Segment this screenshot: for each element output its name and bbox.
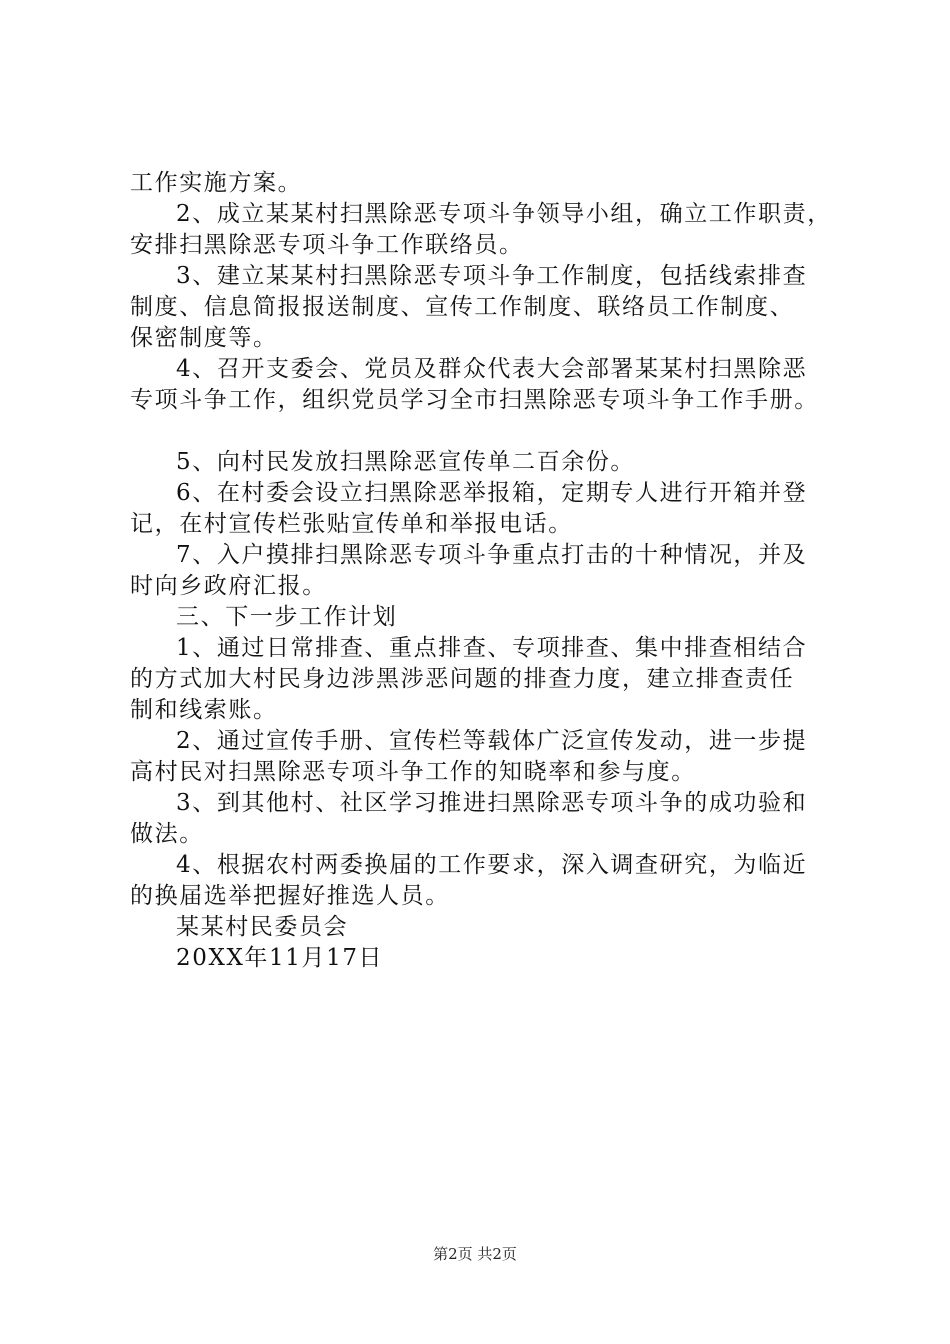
document-body: [130, 168, 840, 974]
text-line: 时向乡政府汇报。: [130, 573, 327, 599]
signature-date: 20XX年11月17日: [176, 945, 384, 971]
text-line: 保密制度等。: [130, 325, 278, 351]
text-line: 2、通过宣传手册、宣传栏等载体广泛宣传发动，进一步提: [176, 728, 808, 754]
page-footer: 第2页 共2页: [433, 1245, 517, 1263]
text-line: 3、建立某某村扫黑除恶专项斗争工作制度，包括线索排查: [176, 263, 808, 289]
text-line: 4、召开支委会、党员及群众代表大会部署某某村扫黑除恶: [176, 356, 808, 382]
text-line: 3、到其他村、社区学习推进扫黑除恶专项斗争的成功验和: [176, 790, 808, 816]
text-line: 专项斗争工作，组织党员学习全市扫黑除恶专项斗争工作手册。: [130, 387, 819, 413]
text-line: 记，在村宣传栏张贴宣传单和举报电话。: [130, 511, 573, 537]
text-line: 高村民对扫黑除恶专项斗争工作的知晓率和参与度。: [130, 759, 696, 785]
text-line: 的换届选举把握好推选人员。: [130, 883, 450, 909]
text-line: 的方式加大村民身边涉黑涉恶问题的排查力度，建立排查责任: [130, 666, 795, 692]
text-line: 7、入户摸排扫黑除恶专项斗争重点打击的十种情况，并及: [176, 542, 808, 568]
paragraph-gap: [130, 416, 840, 447]
text-line: 安排扫黑除恶专项斗争工作联络员。: [130, 232, 524, 258]
text-line: 1、通过日常排查、重点排查、专项排查、集中排查相结合: [176, 635, 808, 661]
text-line: 6、在村委会设立扫黑除恶举报箱，定期专人进行开箱并登: [176, 480, 808, 506]
text-line: 制度、信息简报报送制度、宣传工作制度、联络员工作制度、: [130, 294, 795, 320]
text-line: 5、向村民发放扫黑除恶宣传单二百余份。: [176, 449, 636, 475]
text-line: 4、根据农村两委换届的工作要求，深入调查研究，为临近: [176, 852, 808, 878]
text-line: 2、成立某某村扫黑除恶专项斗争领导小组，确立工作职责，: [176, 201, 832, 227]
text-line: 工作实施方案。: [130, 170, 303, 196]
text-line: 制和线索账。: [130, 697, 278, 723]
text-line: 做法。: [130, 821, 204, 847]
signature-organization: 某某村民委员会: [176, 914, 349, 940]
section-heading: 三、下一步工作计划: [176, 604, 398, 630]
